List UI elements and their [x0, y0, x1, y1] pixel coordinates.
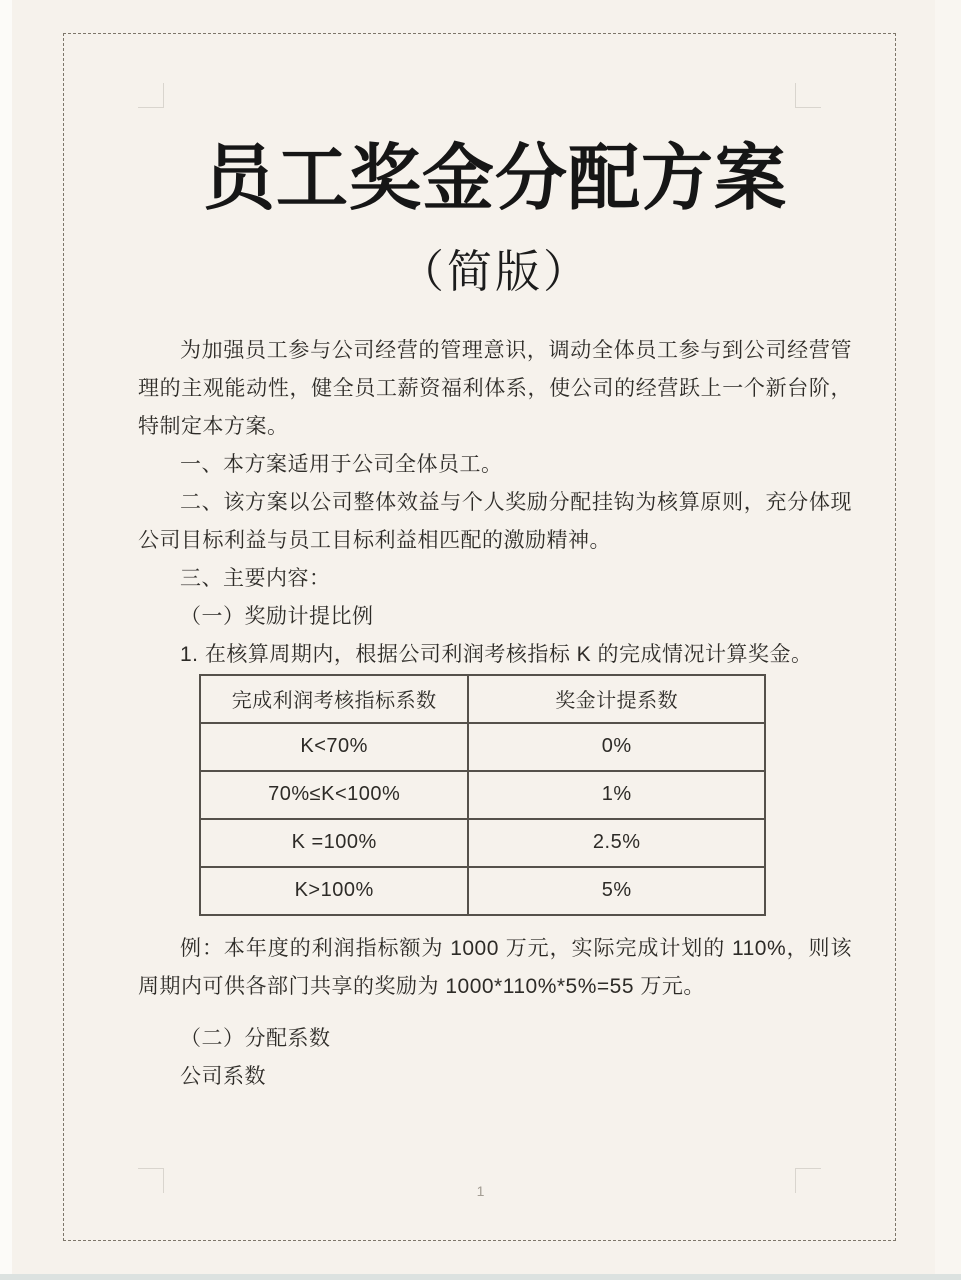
page-edge-bottom	[0, 1274, 961, 1280]
table-header-indicator: 完成利润考核指标系数	[200, 675, 468, 723]
paragraph-main-content-heading: 三、主要内容：	[180, 566, 331, 590]
table-cell-indicator: K<70%	[200, 723, 468, 771]
document-content	[138, 0, 852, 1096]
table-row	[200, 723, 765, 771]
paragraph-company-coefficient: 公司系数	[180, 1064, 266, 1088]
page-subtitle: （简版）	[398, 247, 591, 298]
paragraph-calculation-rule: 1. 在核算周期内，根据公司利润考核指标 K 的完成情况计算奖金。	[180, 642, 813, 666]
page-title: 员工奖金分配方案	[202, 139, 787, 219]
heading-distribution-coefficient: （二）分配系数	[180, 1026, 331, 1050]
table-cell-rate: 1%	[468, 771, 765, 819]
table-cell-rate: 5%	[468, 867, 765, 915]
table-row	[200, 867, 765, 915]
page-edge-right	[935, 0, 961, 1280]
paragraph-example: 例：本年度的利润指标额为 1000 万元，实际完成计划的 110%，则该周期内可供各部门共享的奖励为 1000*110%*5%=55 万元。	[138, 936, 852, 998]
table-cell-rate: 2.5%	[468, 819, 765, 867]
table-cell-rate: 0%	[468, 723, 765, 771]
table-header-rate: 奖金计提系数	[468, 675, 765, 723]
page-number: 1	[476, 1183, 485, 1199]
paragraph-intro: 为加强员工参与公司经营的管理意识，调动全体员工参与到公司经营管理的主观能动性，健全员工薪资福利体系，使公司的经营跃上一个新台阶，特制定本方案。	[138, 338, 852, 438]
table-cell-indicator: 70%≤K<100%	[200, 771, 468, 819]
bonus-rate-table	[199, 674, 766, 916]
table-cell-indicator: K>100%	[200, 867, 468, 915]
heading-bonus-accrual-ratio: （一）奖励计提比例	[180, 604, 374, 628]
table-row	[200, 771, 765, 819]
page-edge-left	[0, 0, 12, 1280]
paragraph-principle: 二、该方案以公司整体效益与个人奖励分配挂钩为核算原则，充分体现公司目标利益与员工目标利益相匹配的激励精神。	[138, 490, 852, 552]
paragraph-scope: 一、本方案适用于公司全体员工。	[180, 452, 503, 476]
table-cell-indicator: K =100%	[200, 819, 468, 867]
table-header-row	[200, 675, 765, 723]
table-row	[200, 819, 765, 867]
